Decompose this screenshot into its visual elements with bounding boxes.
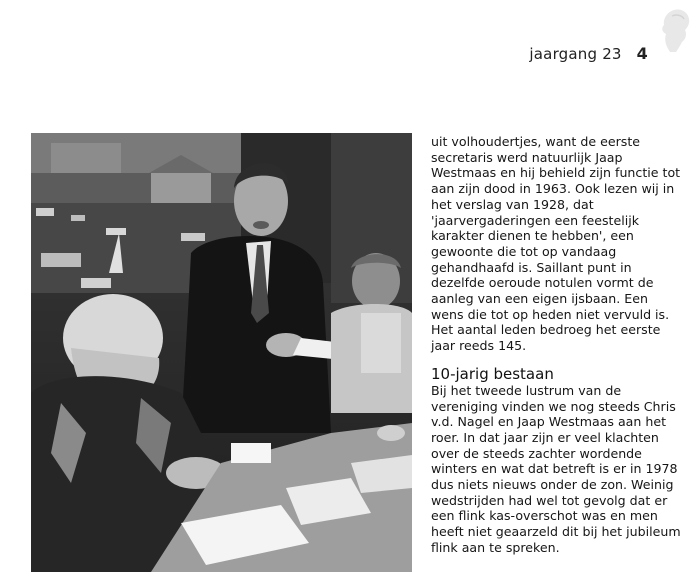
volume-number: 23: [602, 45, 622, 63]
article-column: [431, 134, 681, 556]
article-paragraph-1: uit volhoudertjes, want de eerste secretaris werd natuurlijk Jaap Westmaas en hij behield zijn functie tot aan zijn dood in 1963. Ook lezen wij in het verslag van 1928, dat 'jaarvergaderingen een feestelijk karakter dienen te hebben', een gewoonte die tot op vandaag gehandhaafd is. Saillant punt in dezelfde oeroude notulen vormt de aanleg van een eigen ijsbaan. Een wens die tot op heden niet vervuld is. Het aantal leden bedroeg het eerste jaar reeds 145.: [431, 134, 681, 354]
meeting-photo: [31, 133, 412, 572]
article-paragraph-2: Bij het tweede lustrum van de vereniging vinden we nog steeds Chris v.d. Nagel en Jaap Westmaas aan het roer. In dat jaar zijn er veel klachten over de steeds zachter wordende winters en wat dat betreft is er in 1978 dus niets nieuws onder de zon. Weinig wedstrijden had wel tot gevolg dat er een flink kas-overschot was en men heeft niet geaarzeld dit bij het jubileum flink aan te spreken.: [431, 382, 681, 555]
section-heading: 10-jarig bestaan: [431, 364, 554, 383]
page-header: [529, 44, 648, 63]
silhouette-logo: [656, 6, 694, 54]
page-number: 4: [636, 44, 648, 63]
journal-label: jaargang: [529, 45, 598, 63]
